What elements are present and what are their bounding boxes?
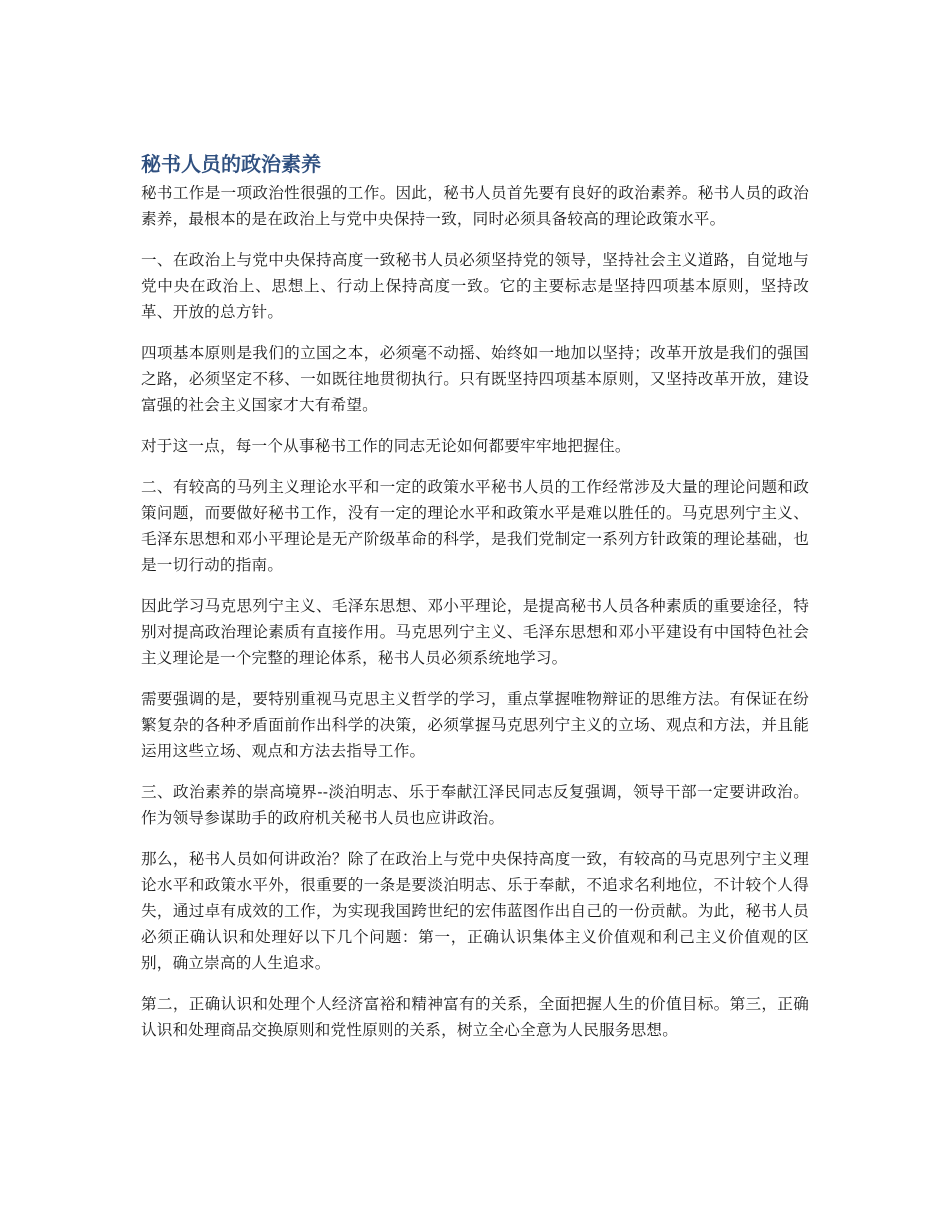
paragraph-intro: 秘书工作是一项政治性很强的工作。因此，秘书人员首先要有良好的政治素养。秘书人员的政治素养，最根本的是在政治上与党中央保持一致，同时必须具备较高的理论政策水平。 — [141, 184, 809, 228]
paragraph-section-1: 一、在政治上与党中央保持高度一致秘书人员必须坚持党的领导，坚持社会主义道路，自觉地与党中央在政治上、思想上、行动上保持高度一致。它的主要标志是坚持四项基本原则，坚持改革、开放的总方针。 — [141, 251, 809, 321]
paragraph-section-2: 二、有较高的马列主义理论水平和一定的政策水平秘书人员的工作经常涉及大量的理论问题和政策问题，而要做好秘书工作，没有一定的理论水平和政策水平是难以胜任的。马克思列宁主义、毛泽东思想和邓小平理论是无产阶级革命的科学，是我们党制定一系列方针政策的理论基础，也是一切行动的指南。 — [141, 478, 809, 574]
paragraph-second-third: 第二，正确认识和处理个人经济富裕和精神富有的关系，全面把握人生的价值目标。第三，正确认识和处理商品交换原则和党性原则的关系，树立全心全意为人民服务思想。 — [141, 995, 809, 1039]
document-title: 秘书人员的政治素养 — [141, 152, 321, 176]
paragraph-philosophy: 需要强调的是，要特别重视马克思主义哲学的学习，重点掌握唯物辩证的思维方法。有保证在纷繁复杂的各种矛盾面前作出科学的决策，必须掌握马克思列宁主义的立场、观点和方法，并且能运用这些立场、观点和方法去指导工作。 — [141, 690, 809, 760]
paragraph-study: 因此学习马克思列宁主义、毛泽东思想、邓小平理论，是提高秘书人员各种素质的重要途径，特别对提高政治理论素质有直接作用。马克思列宁主义、毛泽东思想和邓小平建设有中国特色社会主义理论是一个完整的理论体系，秘书人员必须系统地学习。 — [141, 597, 809, 667]
document-page — [141, 150, 809, 1058]
paragraph-section-3: 三、政治素养的崇高境界--淡泊明志、乐于奉献江泽民同志反复强调，领导干部一定要讲政治。作为领导参谋助手的政府机关秘书人员也应讲政治。 — [141, 783, 809, 827]
paragraph-grasp: 对于这一点，每一个从事秘书工作的同志无论如何都要牢牢地把握住。 — [141, 437, 631, 455]
paragraph-four-principles: 四项基本原则是我们的立国之本，必须毫不动摇、始终如一地加以坚持；改革开放是我们的强国之路，必须坚定不移、一如既往地贯彻执行。只有既坚持四项基本原则，又坚持改革开放，建设富强的社会主义国家才大有希望。 — [141, 344, 809, 414]
paragraph-how-politics: 那么，秘书人员如何讲政治？除了在政治上与党中央保持高度一致，有较高的马克思列宁主义理论水平和政策水平外，很重要的一条是要淡泊明志、乐于奉献，不追求名利地位，不计较个人得失，通过卓有成效的工作，为实现我国跨世纪的宏伟蓝图作出自己的一份贡献。为此，秘书人员必须正确认识和处理好以下几个问题：第一，正确认识集体主义价值观和利己主义价值观的区别，确立崇高的人生追求。 — [141, 850, 809, 972]
